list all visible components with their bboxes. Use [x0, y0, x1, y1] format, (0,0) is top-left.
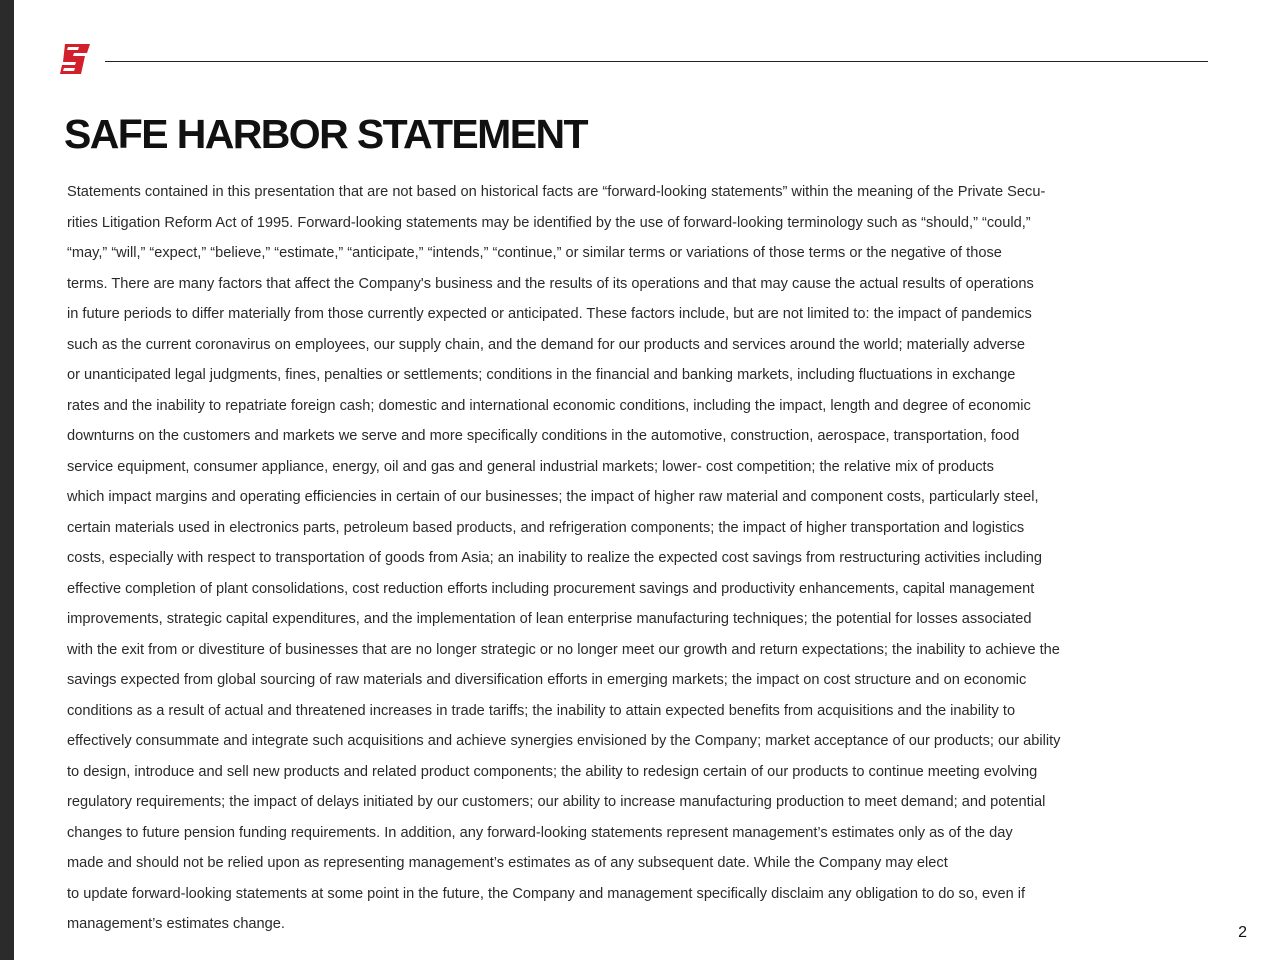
statement-line: costs, especially with respect to transportation of goods from Asia; an inability to realize the expected cost savings from restructuring activities including [67, 550, 1043, 566]
statement-line: such as the current coronavirus on employees, our supply chain, and the demand for our products and services around the world; materially adverse [67, 336, 1026, 353]
statement-line: changes to future pension funding requirements. In addition, any forward-looking statements represent management’s estimates only as of the day [67, 824, 1013, 841]
header-divider [105, 61, 1208, 62]
statement-line: which impact margins and operating efficiencies in certain of our businesses; the impact of higher raw material and component costs, particularly steel, [67, 489, 1039, 505]
statement-line: conditions as a result of actual and threatened increases in trade tariffs; the inability to attain expected benefits from acquisitions and the inability to [67, 702, 1016, 719]
statement-line: terms. There are many factors that affect the Company's business and the results of its operations and that may cause the actual results of operations [67, 275, 1034, 292]
statement-line: certain materials used in electronics parts, petroleum based products, and refrigeration components; the impact of higher transportation and logistics [67, 519, 1025, 536]
statement-line: in future periods to differ materially from those currently expected or anticipated. These factors include, but are not limited to: the impact of pandemics [67, 306, 1032, 322]
statement-line: effectively consummate and integrate such acquisitions and achieve synergies envisioned by the Company; market acceptance of our products; our ability [67, 733, 1061, 749]
statement-line: downturns on the customers and markets we serve and more specifically conditions in the automotive, construction, aerospace, transportation, food [67, 428, 1020, 444]
statement-line: service equipment, consumer appliance, energy, oil and gas and general industrial markets; lower- cost competition; the relative mix of products [67, 458, 994, 475]
statement-line: rities Litigation Reform Act of 1995. Forward-looking statements may be identified by the use of forward-looking terminology such as “should,” “could,” [67, 214, 1031, 231]
brand-logo-icon [60, 44, 90, 74]
left-accent-bar [0, 0, 14, 960]
statement-line: regulatory requirements; the impact of delays initiated by our customers; our ability to increase manufacturing production to meet demand; and potential [67, 794, 1046, 810]
statement-line: to update forward-looking statements at some point in the future, the Company and management specifically disclaim any obligation to do so, even if [67, 885, 1026, 902]
statement-line: improvements, strategic capital expenditures, and the implementation of lean enterprise manufacturing techniques; the potential for losses associated [67, 611, 1032, 627]
page-number: 2 [1238, 924, 1247, 941]
statement-line: Statements contained in this presentation that are not based on historical facts are “forward-looking statements” within the meaning of the Private Secu- [67, 184, 1046, 200]
statement-line: to design, introduce and sell new products and related product components; the ability to redesign certain of our products to continue meeting evolving [67, 763, 1038, 780]
statement-line: savings expected from global sourcing of raw materials and diversification efforts in emerging markets; the impact on cost structure and on economic [67, 672, 1027, 688]
statement-line: effective completion of plant consolidations, cost reduction efforts including procurement savings and productivity enhancements, capital management [67, 580, 1035, 597]
statement-line: with the exit from or divestiture of businesses that are no longer strategic or no longer meet our growth and return expectations; the inability to achieve the [67, 641, 1060, 658]
statement-line: rates and the inability to repatriate foreign cash; domestic and international economic conditions, including the impact, length and degree of economic [67, 397, 1031, 414]
statement-line: or unanticipated legal judgments, fines, penalties or settlements; conditions in the financial and banking markets, including fluctuations in exchange [67, 367, 1016, 383]
statement-body [67, 177, 1217, 940]
slide-title: SAFE HARBOR STATEMENT [64, 111, 587, 157]
statement-line: made and should not be relied upon as representing management’s estimates as of any subsequent date. While the Company may elect [67, 855, 948, 871]
statement-line: management’s estimates change. [67, 916, 285, 932]
statement-line: “may,” “will,” “expect,” “believe,” “estimate,” “anticipate,” “intends,” “continue,” or similar terms or variations of those terms or the negative of those [67, 245, 1002, 261]
